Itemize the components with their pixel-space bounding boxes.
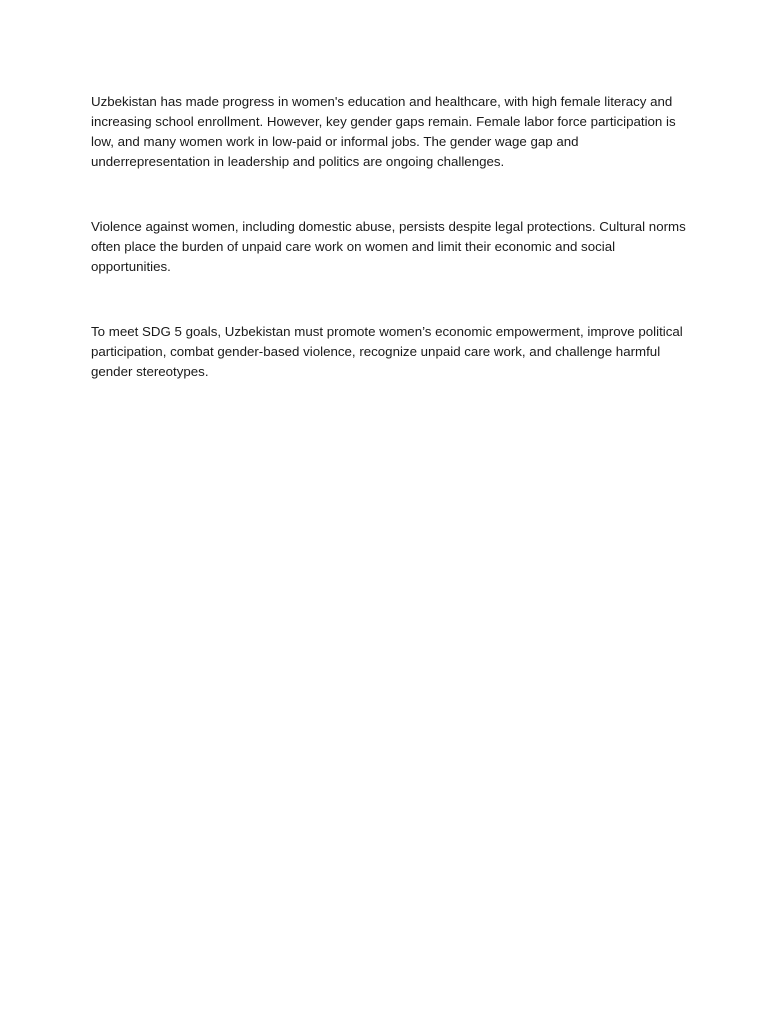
paragraph-sdg5: To meet SDG 5 goals, Uzbekistan must promote women’s economic empowerment, improve political participation, combat gender-based violence, recognize unpaid care work, and challenge harmful gender stereotypes.	[91, 324, 683, 379]
paragraph-progress: Uzbekistan has made progress in women's education and healthcare, with high female literacy and increasing school enrollment. However, key gender gaps remain. Female labor force participation is low, and many women work in low-paid or informal jobs. The gender wage gap and underrepresentation in leadership and politics are ongoing challenges.	[91, 94, 676, 169]
paragraph-violence: Violence against women, including domestic abuse, persists despite legal protections. Cultural norms often place the burden of unpaid care work on women and limit their economic and social opportunities.	[91, 219, 686, 274]
